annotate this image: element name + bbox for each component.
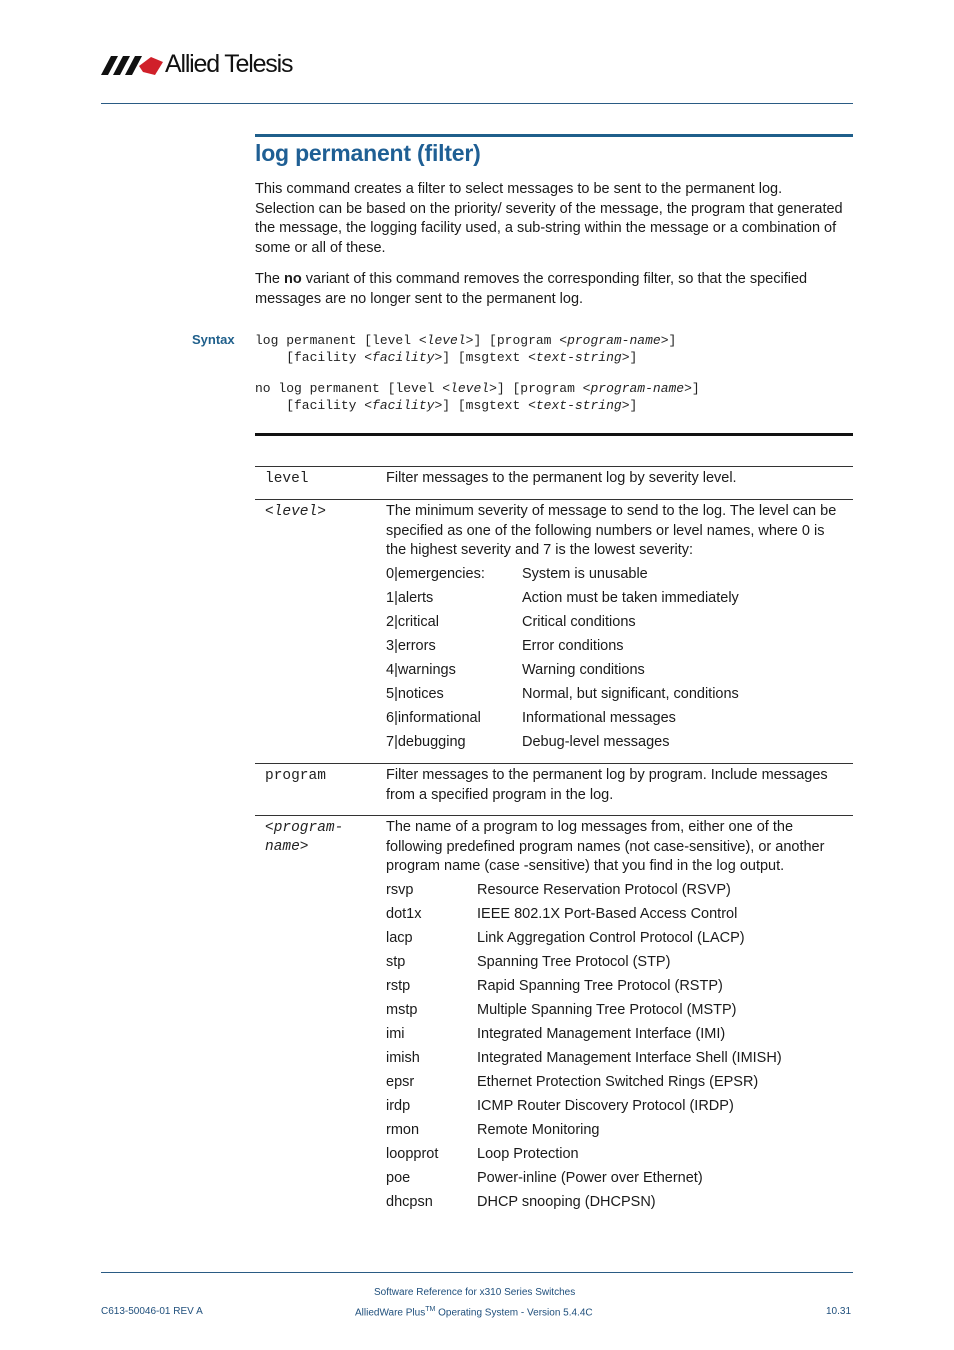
level-row-desc: Action must be taken immediately (522, 590, 739, 606)
brand-name: Allied Telesis (165, 50, 293, 78)
program-row-name: irdp (386, 1098, 411, 1114)
level-row-name: 4|warnings (386, 662, 456, 678)
level-row-desc: Informational messages (522, 710, 676, 726)
title-rule (255, 134, 853, 137)
param-program-desc: Filter messages to the permanent log by program. Include messages from a specified program in the log. (386, 767, 828, 803)
syntax-command-1: log permanent [level <level>] [program <program-name>] [facility <facility>] [msgtext <text-string>] (255, 333, 677, 365)
program-row-name: loopprot (386, 1146, 439, 1162)
table-rule (255, 499, 853, 500)
program-row-desc: DHCP snooping (DHCPSN) (477, 1194, 656, 1210)
level-row-desc: Critical conditions (522, 614, 636, 630)
footer-page-number: 10.31 (826, 1306, 852, 1317)
page-title: log permanent (filter) (255, 140, 481, 166)
footer-doc-id: C613-50046-01 REV A (101, 1306, 203, 1317)
program-row-name: dhcpsn (386, 1194, 433, 1210)
no-keyword: no (284, 271, 302, 287)
param-program-arg-desc: The name of a program to log messages from, either one of the following predefined program names (not case-sensitive), or another program name (case -sensitive) that you find in the log output. (386, 819, 825, 874)
program-row-name: imi (386, 1026, 405, 1042)
level-row-name: 1|alerts (386, 590, 434, 606)
program-row-desc: Link Aggregation Control Protocol (LACP) (477, 930, 745, 946)
program-row-name: lacp (386, 930, 413, 946)
level-row-desc: Normal, but significant, conditions (522, 686, 739, 702)
no-variant-paragraph: The no variant of this command removes the corresponding filter, so that the specified messages are no longer sent to the permanent log. (255, 271, 808, 307)
program-row-desc: ICMP Router Discovery Protocol (IRDP) (477, 1098, 734, 1114)
table-rule (255, 815, 853, 816)
program-row-name: epsr (386, 1074, 415, 1090)
program-row-name: dot1x (386, 906, 422, 922)
syntax-command-2: no log permanent [level <level>] [program <program-name>] [facility <facility>] [msgtext <text-string>] (255, 381, 700, 413)
level-row-name: 2|critical (386, 614, 439, 630)
level-row-name: 7|debugging (386, 734, 466, 750)
program-row-desc: Power-inline (Power over Ethernet) (477, 1170, 703, 1186)
level-row-name: 6|informational (386, 710, 481, 726)
level-row-desc: Debug-level messages (522, 734, 670, 750)
program-row-name: rstp (386, 978, 411, 994)
param-level-arg: <level> (265, 504, 326, 520)
program-row-desc: Loop Protection (477, 1146, 579, 1162)
table-top-rule (255, 433, 853, 436)
program-row-desc: Multiple Spanning Tree Protocol (MSTP) (477, 1002, 737, 1018)
program-row-desc: Resource Reservation Protocol (RSVP) (477, 882, 731, 898)
program-row-name: stp (386, 954, 406, 970)
program-row-desc: IEEE 802.1X Port-Based Access Control (477, 906, 738, 922)
program-row-desc: Integrated Management Interface (IMI) (477, 1026, 726, 1042)
program-row-desc: Spanning Tree Protocol (STP) (477, 954, 671, 970)
param-program: program (265, 768, 326, 784)
level-row-name: 0|emergencies: (386, 566, 485, 582)
program-row-name: mstp (386, 1002, 418, 1018)
footer-doc-title: Software Reference for x310 Series Switches (374, 1287, 576, 1298)
param-level-desc: Filter messages to the permanent log by severity level. (386, 470, 737, 486)
footer-os-version: AlliedWare Plus™ Operating System - Version 5.4.4C (355, 1306, 593, 1319)
level-row-name: 5|notices (386, 686, 444, 702)
level-row-name: 3|errors (386, 638, 436, 654)
program-row-name: poe (386, 1170, 411, 1186)
param-program-arg: <program- name> (265, 820, 344, 855)
param-level: level (265, 471, 309, 487)
allied-telesis-logo (101, 50, 301, 82)
syntax-label: Syntax (192, 332, 235, 347)
program-row-desc: Remote Monitoring (477, 1122, 600, 1138)
intro-paragraph: This command creates a filter to select messages to be sent to the permanent log. Selection can be based on the priority/ severity of the message, the program that generated the message, the logging facility used, a sub-string within the message or a combination of some or all of these. (255, 181, 843, 256)
program-row-desc: Integrated Management Interface Shell (IMISH) (477, 1050, 782, 1066)
header-rule (101, 103, 853, 104)
level-row-desc: Error conditions (522, 638, 624, 654)
level-row-desc: Warning conditions (522, 662, 645, 678)
program-row-desc: Ethernet Protection Switched Rings (EPSR) (477, 1074, 759, 1090)
program-row-desc: Rapid Spanning Tree Protocol (RSTP) (477, 978, 723, 994)
program-row-name: imish (386, 1050, 420, 1066)
level-row-desc: System is unusable (522, 566, 648, 582)
logo-mark-icon (101, 56, 163, 76)
footer-rule (101, 1272, 853, 1273)
table-rule (255, 466, 853, 467)
table-rule (255, 763, 853, 764)
param-level-arg-desc: The minimum severity of message to send to the log. The level can be specified as one of the following numbers or level names, where 0 is the highest severity and 7 is the lowest severity: (386, 503, 837, 558)
program-row-name: rmon (386, 1122, 420, 1138)
program-row-name: rsvp (386, 882, 414, 898)
